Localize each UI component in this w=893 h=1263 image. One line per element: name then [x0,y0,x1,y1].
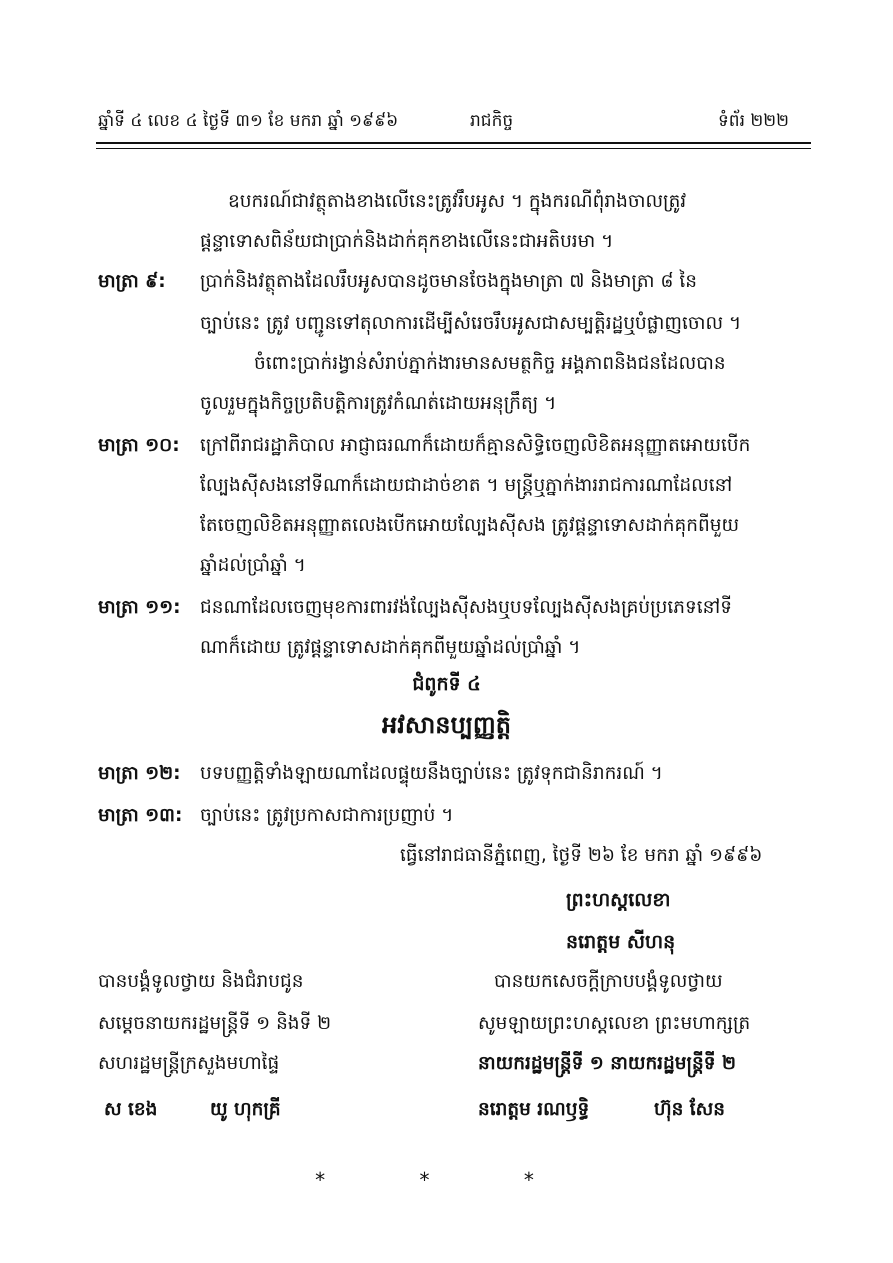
article-11-line-1: ជនណាដែលចេញមុខការពារវង់ល្បែងស៊ីសងឬបទល្បែងស៊ីសងគ្រប់ប្រភេទនៅទី [200,597,732,618]
article-9-label: មាត្រា ៩: [98,271,166,292]
royal-signature-label: ព្រះហស្តលេខា [566,889,671,911]
end-mark: * * * [315,1168,578,1192]
article-9-line-2: ច្បាប់នេះ ត្រូវ បញ្ជូនទៅតុលាការដើម្បីសំរេចរឹបអូសជាសម្បត្តិរដ្ឋឬបំផ្លាញចោល ។ [200,313,742,334]
header-rule-thin [96,148,811,149]
article-11-line-2: ណាក៏ដោយ ត្រូវផ្តន្ទាទោសដាក់គុកពីមួយឆ្នាំដល់ប្រាំឆ្នាំ ។ [200,637,581,658]
chapter-title: អវសានប្បញ្ញត្តិ [381,711,512,739]
right-block-line-1: បានយកសេចក្តីក្រាបបង្គំទូលថ្វាយ [494,971,723,992]
king-name: នរោត្តម សីហនុ [566,931,676,953]
article-11-label: មាត្រា ១១: [98,597,181,618]
article-9-line-3: ចំពោះប្រាក់រង្វាន់សំរាប់ភ្នាក់ងារមានសមត្ថកិច្ច អង្គភាពនិងជនដែលបាន [254,353,726,374]
left-signatory-2: យូ ហុកគ្រី [210,1099,281,1120]
intro-line-2: ផ្តន្ទាទោសពិន័យជាប្រាក់និងដាក់គុកខាងលើនេះជាអតិបរមា ។ [200,231,614,252]
chapter-number: ជំពូកទី ៤ [412,673,481,695]
article-12-text: បទបញ្ញត្តិទាំងឡាយណាដែលផ្ទុយនឹងច្បាប់នេះ ត្រូវទុកជានិរាករណ៍ ។ [200,763,663,784]
article-10-label: មាត្រា ១០: [98,435,180,456]
right-signatory-1: នរោត្តម រណឫទ្ធិ [478,1099,590,1120]
journal-name: រាជកិច្ច [470,111,514,131]
left-signatory-1: ស ខេង [104,1099,158,1120]
page-number: ទំព័រ ២២២ [718,111,789,131]
article-13-text: ច្បាប់នេះ ត្រូវប្រកាសជាការប្រញាប់ ។ [200,805,454,826]
article-10-line-3: តែចេញលិខិតអនុញ្ញាតលេងបើកអោយល្បែងស៊ីសង ត្រូវផ្តន្ទាទោសដាក់គុកពីមួយ [200,515,740,536]
right-signatory-2: ហ៊ុន សែន [654,1099,726,1120]
right-block-line-2: សូមឡាយព្រះហស្តលេខា ព្រះមហាក្សត្រ [478,1013,751,1034]
article-13-label: មាត្រា ១៣: [98,805,183,826]
intro-line-1: ឧបករណ៍ជាវត្ថុតាងខាងលើនេះត្រូវរឹបអូស ។ ក្នុងករណីពុំរាងចាលត្រូវ [228,191,687,212]
issue-info: ឆ្នាំទី ៤ លេខ ៤ ថ្ងៃទី ៣១ ខែ មករា ឆ្នាំ ១៩៩៦ [98,111,399,131]
article-12-label: មាត្រា ១២: [98,763,181,784]
article-10-line-1: ក្រៅពីរាជរដ្ឋាភិបាល អាជ្ញាធរណាក៏ដោយក៏គ្មានសិទ្ធិចេញលិខិតអនុញ្ញាតអោយបើក [200,435,751,456]
right-block-line-3: នាយករដ្ឋមន្ត្រីទី ១ នាយករដ្ឋមន្ត្រីទី ២ [478,1053,736,1074]
left-block-line-2: សម្តេចនាយករដ្ឋមន្ត្រីទី ១ និងទី ២ [98,1013,332,1034]
left-block-line-3: សហរដ្ឋមន្ត្រីក្រសួងមហាផ្ទៃ [98,1053,280,1074]
header-rule [96,142,811,144]
article-10-line-2: ល្បែងស៊ីសងនៅទីណាក៏ដោយជាដាច់ខាត ។ មន្ត្រីឬភ្នាក់ងាររាជការណាដែលនៅ [200,475,733,496]
article-9-line-4: ចូលរួមក្នុងកិច្ចប្រតិបត្តិការត្រូវកំណត់ដោយអនុក្រឹត្យ ។ [200,393,557,414]
left-block-line-1: បានបង្គំទូលថ្វាយ និងជំរាបជូន [98,971,304,992]
place-date: ធ្វើនៅរាជធានីភ្នំពេញ, ថ្ងៃទី ២៦ ខែ មករា ឆ្នាំ ១៩៩៦ [400,845,763,866]
article-9-line-1: ប្រាក់និងវត្ថុតាងដែលរឹបអូសបានដូចមានចែងក្នុងមាត្រា ៧ និងមាត្រា ៨ នៃ [200,271,697,292]
article-10-line-4: ឆ្នាំដល់ប្រាំឆ្នាំ ។ [200,555,306,576]
